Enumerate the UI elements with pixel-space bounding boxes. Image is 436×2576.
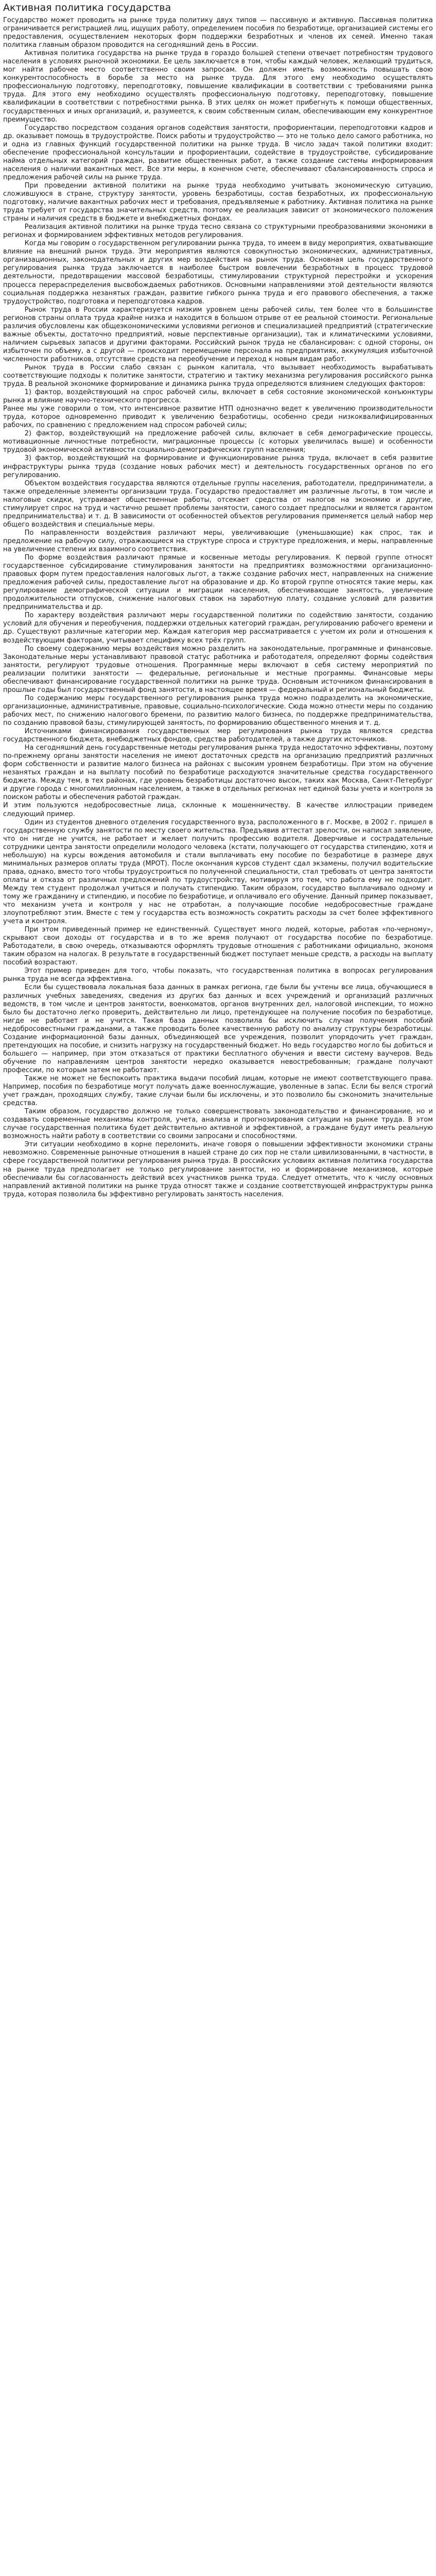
article-paragraph: 1) фактор, воздействующий на спрос рабочей силы, включает в себя состояние экономической конъюнктуры рынка и влияние научно-технического прогресса. (3, 388, 433, 405)
article-paragraph: 3) фактор, воздействующий на формирование и функционирование рынка труда, включает в себя развитие инфраструктуры рынка труда (создание новых рабочих мест) и деятельность государственных органов по его регулированию. (3, 454, 433, 479)
article-paragraph: По содержанию меры государственного регулирования рынка труда можно подразделить на экономические, организационные, административные, правовые, социально-психологические. Сюда можно отнести меры по созданию рабочих мест, по снижению налогового бремени, по развитию малого бизнеса, по поддержке предпринимательства, по созданию правовой базы, стимулирующей занятость, по формированию общественного мнения и т. д. (3, 694, 433, 727)
article-paragraph: Рынок труда в России характеризуется низким уровнем цены рабочей силы, тем более что в большинстве регионов страны оплата труда крайне низка и находится в большом отрыве от ее реальной стоимости. Региональные различия обусловлены как общеэкономическими условиями регионов и специализацией предприятий (стратегические важные объекты, достаточно предприятий, новые перспективные организации), так и климатическими условиями, наличием сырьевых запасов и другими факторами. Российский рынок труда не сбалансирован: с одной стороны, он избыточен по объему, а с другой — происходит перемещение персонала на предприятиях, аккумуляция избыточной численности работников, отсутствие средств на переобучение и переход к новым видам работ. (3, 306, 433, 363)
article-paragraph: При проведении активной политики на рынке труда необходимо учитывать экономическую ситуацию, сложившуюся в стране, структуру занятости, уровень безработицы, состав безработных, их профессиональную подготовку, наличие вакантных рабочих мест и требования, предъявляемые к работнику. Активная политика на рынке труда требует от государства значительных средств, поэтому ее реализация зависит от экономического положения страны и наличия средств в бюджете и внебюджетных фондах. (3, 181, 433, 223)
article-paragraph: Рынок труда в России слабо связан с рынком капитала, что вызывает необходимость вырабатывать соответствующие подходы к политике занятости, стратегию и тактику механизма регулирования российского рынка труда. В реальной экономике формирование и динамика рынка труда определяются влиянием следующих факторов: (3, 363, 433, 388)
article-paragraph: По форме воздействия различают прямые и косвенные методы регулирования. К первой группе относят государственное субсидирование стимулирования занятости на предприятиях возможностями организационно-правовых форм путем предоставления налоговых льгот, а также создание рабочих мест, направленных на снижение предложения рабочей силы, предоставление льгот на образование и др. Ко второй группе относятся такие меры, как регулирование демографической ситуации и миграции населения, обеспечивающие занятость, увеличение продолжительности отпусков, снижение налоговых ставок на заработную плату, создание условий для развития предпринимательства и др. (3, 554, 433, 612)
article-paragraph: Активная политика государства на рынке труда в гораздо большей степени отвечает потребностям трудового населения в условиях рыночной экономики. Ее цель заключается в том, чтобы каждый человек, желающий трудиться, мог найти рабочее место соответственно своим запросам. Он должен иметь возможность повышать свою конкурентоспособность в борьбе за место на рынке труда. Для этого ему необходимо осуществлять профессиональную подготовку, переподготовку, повышение квалификации в соответствии с требованиями рынка труда. Для этого ему необходимо осуществлять профессиональную подготовку, переподготовку, повышение квалификации в соответствии с потребностями рынка. В этих целях он может прибегнуть к помощи общественных, государственных и иных организаций, и, разумеется, к своим собственным силам, обеспечивающим ему конкурентное преимущество. (3, 49, 433, 124)
article-paragraph: Когда мы говорим о государственном регулировании рынка труда, то имеем в виду мероприятия, охватывающие влияние на внешний рынок труда. Эти мероприятия являются совокупностью экономических, административных, организационных, законодательных и других мер воздействия на рынок труда. Основная цель государственного регулирования рынка труда заключается в наиболее быстром вовлечении безработных в процесс трудовой деятельности, предотвращении массовой безработицы, стимулировании структурной перестройки и ускорения процесса перераспределения высвобождаемых работников. Основными направлениями этой деятельности являются социальная поддержка незанятых граждан, развитие гибкого рынка труда и его правового обеспечения, а также трудоустройство, подготовка и переподготовка кадров. (3, 240, 433, 306)
article-paragraph: Государство может проводить на рынке труда политику двух типов — пассивную и активную. Пассивная политика ограничивается регистрацией лиц, ищущих работу, определением пособия по безработице, организацией системы его предоставления, осуществлением некоторых форм поддержки безработных и членов их семей. Именно такая политика главным образом проводится на сегодняшний день в России. (3, 16, 433, 49)
article-paragraph: По своему содержанию меры воздействия можно разделить на законодательные, программные и финансовые. Законодательные меры устанавливают правовой статус работника и работодателя, определяют формы содействия занятости, регулируют трудовые отношения. Программные меры включают в себя систему мероприятий по реализации политики занятости — федеральные, региональные и местные программы. Финансовые меры обеспечивают финансирование государственной политики на рынке труда. Основным источником финансирования в прошлые годы был государственный фонд занятости, в настоящее время — федеральный и региональный бюджеты. (3, 645, 433, 694)
article-paragraph: Государство посредством создания органов содействия занятости, профориентации, переподготовки кадров и др. оказывает помощь в трудоустройстве. Поиск работы и трудоустройство — это не только дело самого работника, но и одна из главных функций государственной политики на рынке труда. В число задач такой политики входит: обеспечение профессиональной консультации и профориентации, содействие в трудоустройстве, субсидирование найма отдельных категорий граждан, развитие общественных работ, а также создание системы информирования населения о наличии вакантных мест. Все эти меры, в конечном счете, обеспечивают сбалансированность спроса и предложения рабочей силы на рынке труда. (3, 124, 433, 181)
article-paragraph: По направленности воздействия различают меры, увеличивающие (уменьшающие) как спрос, так и предложение на рабочую силу, отражающиеся на структуре спроса и структуре предложения, и меры, направленные на увеличение степени их взаимного соответствия. (3, 529, 433, 553)
article-paragraph: При этом приведенный пример не единственный. Существует много людей, которые, работая «по-черному», скрывают свои доходы от государства и в то же время получают от государства пособие по безработице. Работодатели, в свою очередь, отказываются оформлять трудовые отношения с работниками официально, экономя таким образом на налогах. В результате в государственный бюджет поступает меньше средств, а расходы на выплату пособий возрастают. (3, 926, 433, 967)
article-paragraph: Эти ситуации необходимо в корне переломить, иначе говоря о повышении эффективности экономики страны невозможно. Современные рыночные отношения в нашей стране до сих пор не стали цивилизованными, в частности, в сфере государственной политики регулирования рынка труда. В российских условиях активная политика государства на рынке труда предполагает не только регулирование занятости, но и формирование механизмов, которые обеспечивали бы согласованность действий всех участников рынка труда. Следует отметить, что к числу основных направлений активной политики на рынке труда относят также и создание соответствующей инфраструктуры рынка труда, которая позволила бы эффективно регулировать занятость населения. (3, 1141, 433, 1198)
article-paragraph: Также не может не беспокоить практика выдачи пособий лицам, которые не имеют соответствующего права. Например, пособия по безработице могут получать даже военнослужащие, уволенные в запас. Если бы велся строгий учет граждан, проходящих службу, такие случаи были бы исключены, и это позволило бы сэкономить значительные средства. (3, 1075, 433, 1108)
article-paragraph: Если бы существовала локальная база данных в рамках региона, где были бы учтены все лица, обучающиеся в различных учебных заведениях, сведения из других баз данных и всех учреждений и организаций различных ведомств, в том числе и центров занятости, военкоматов, органов внутренних дел, налоговой инспекции, то можно было бы достаточно легко проверить, действительно ли лицо, претендующее на получение пособия по безработице, нигде не работает и не учится. Такая база данных позволила бы исключить случаи получения пособий недобросовестными гражданами, а также проводить более качественную работу по анализу структуры безработицы. Создание информационной базы данных, объединяющей все учреждения, позволит упорядочить учет граждан, претендующих на пособие, и снизить нагрузку на государственный бюджет. Но ведь государство могло бы добиться и большего — например, при этом отказаться от практики бесплатного обучения и ввести систему ваучеров. Ведь обучение по направлениям центров занятости нередко оказывается невостребованным; граждане получают профессии, по которым затем не работают. (3, 984, 433, 1074)
article-paragraph: По характеру воздействия различают меры государственной политики по содействию занятости, созданию условий для обучения и переобучения, поддержки отдельных категорий граждан, регулированию рабочего времени и др. Существуют различные категории мер. Каждая категория мер рассматривается с учетом их роли и отношения к воздействующим факторам, учитывает специфику всех трёх групп. (3, 612, 433, 645)
article-paragraph: Этот пример приведен для того, чтобы показать, что государственная политика в вопросах регулирования рынка труда не всегда эффективна. (3, 967, 433, 984)
article-page (0, 0, 436, 1204)
article-paragraph: Объектом воздействия государства являются отдельные группы населения, работодатели, предприниматели, а также определенные элементы организации труда. Государство предоставляет им различные льготы, в том числе и налоговые скидки, устраивает общественные работы, отсекает средства от налогов на экономию и другие, стимулирует спрос на труд и частично решает проблемы занятости, самого создает предпосылки и является гарантом предпринимательства) и т. д. В зависимости от особенностей объектов регулирования применяется целый набор мер общего воздействия и специальные меры. (3, 479, 433, 529)
article-paragraph: Один из студентов дневного отделения государственного вуза, расположенного в г. Москве, в 2002 г. пришел в государственную службу занятости по месту своего жительства. Предъявив аттестат зрелости, он написал заявление, что он нигде не учится, не работает и желает получить профессию водителя. Доверчивые и сострадательные сотрудники центра занятости определили молодого человека (кстати, получающего от государства стипендию, хотя и небольшую) на курсы вождения автомобиля и стали выплачивать ему пособие по безработице в размере двух минимальных размеров оплаты труда (МРОТ). После окончания курсов студент сдал экзамены, получил водительские права, однако, вместо того чтобы трудоустроиться по полученной специальности, стал требовать от центра занятости оплаты и отказа от различных предложений по трудоустройству, мотивируя это тем, что работа ему не подходит. Между тем студент продолжал учиться и получать стипендию. Таким образом, государство выплачивало одному и тому же гражданину и стипендию, и пособие по безработице, и оплачивало его обучение. Данный пример показывает, что механизм учета и контроля у нас не отработан, а получающие пособие недобросовестные граждане злоупотребляют этим. Вместе с тем у государства есть возможность сократить расходы за счет более эффективного учета и контроля. (3, 818, 433, 926)
article-paragraph: И этим пользуются недобросовестные лица, склонные к мошенничеству. В качестве иллюстрации приведем следующий пример. (3, 802, 433, 818)
article-paragraph: На сегодняшний день государственные методы регулирования рынка труда недостаточно эффективны, поэтому по-прежнему органы занятости населения не имеют достаточных средств на организацию предприятий различных форм собственности и развитие малого бизнеса на районах с высоким уровнем безработицы. При этом на обучение незанятых граждан и на выплату пособий по безработице расходуются значительные средства государственного бюджета. Между тем, в тех районах, где уровень безработицы достаточно высок, таких как Москва, Санкт-Петербург и другие города с многомиллионным населением, а также в отдельных регионах нет единой базы учета и контроля за поиском работы и обеспечения работой граждан. (3, 744, 433, 802)
article-paragraph: Реализация активной политики на рынке труда тесно связана со структурными преобразованиями экономики в регионах и формированием эффективных методов регулирования. (3, 223, 433, 240)
article-title: Активная политика государства (3, 2, 171, 13)
article-body (3, 16, 433, 1199)
article-paragraph: Источниками финансирования государственных мер регулирования рынка труда являются средства государственного бюджета, внебюджетных фондов, средства работодателей, а также других источников. (3, 727, 433, 744)
article-paragraph: 2) фактор, воздействующий на предложение рабочей силы, включает в себя демографические процессы, мотивационные личностные потребности, миграционные процессы (с которых увеличилась выше) и особенности трудовой экономической активности социально-демографических групп населения; (3, 430, 433, 454)
article-paragraph: Ранее мы уже говорили о том, что интенсивное развитие НТП однозначно ведет к увеличению производительности труда, которое одновременно приводит к увеличению безработицы, особенно среди низкоквалифицированных рабочих, по сравнению с предложением над спросом рабочей силы; (3, 405, 433, 430)
article-paragraph: Таким образом, государство должно не только совершенствовать законодательство и финансирование, но и создавать современные механизмы контроля, учета, анализа и прогнозирования ситуации на рынке труда. В этом случае государственная политика будет действительно активной и эффективной, а граждане будут иметь реальную возможность найти работу в соответствии со своими запросами и способностями. (3, 1108, 433, 1141)
